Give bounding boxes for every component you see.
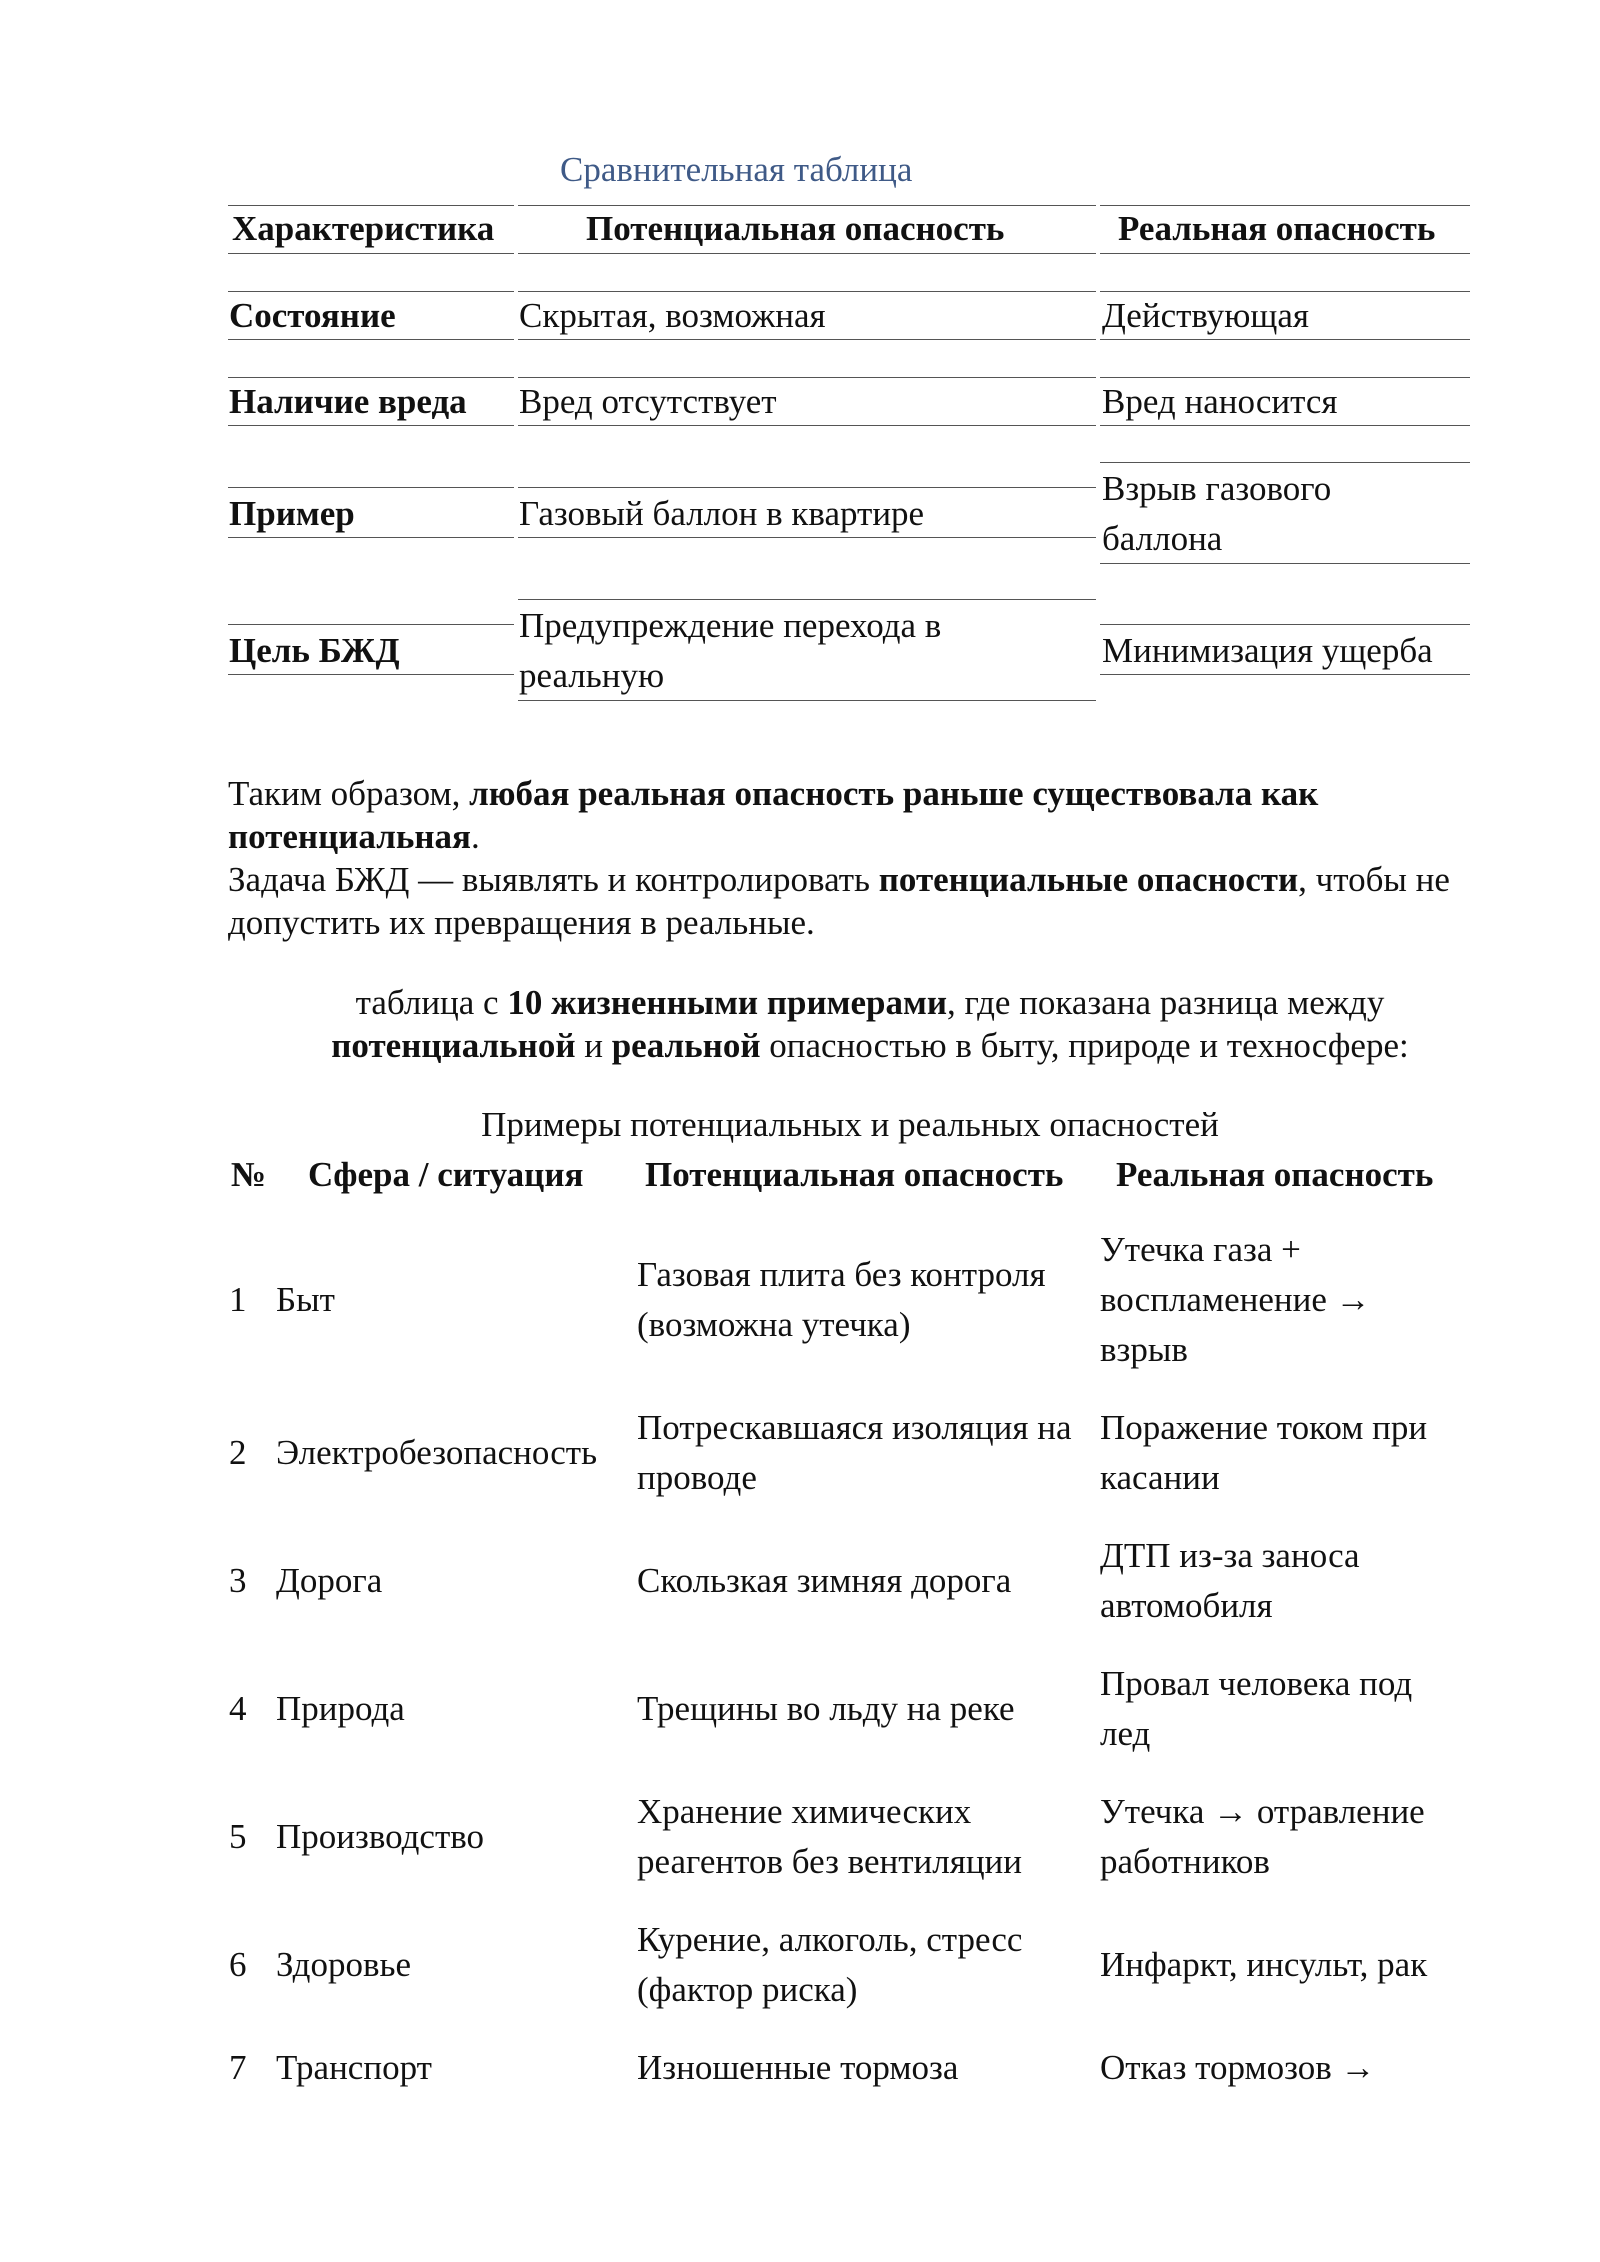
header-sphere: Сфера / ситуация bbox=[308, 1155, 584, 1194]
bold-run: 10 жизненными примерами bbox=[507, 983, 947, 1022]
text-run: и bbox=[575, 1026, 612, 1065]
text-run: таблица с bbox=[355, 983, 508, 1022]
rule bbox=[1100, 253, 1470, 254]
intro-paragraph bbox=[220, 981, 1520, 1067]
row-number: 7 bbox=[229, 2048, 247, 2087]
rule bbox=[228, 624, 514, 625]
row-real: Действующая bbox=[1102, 296, 1309, 335]
row-number: 5 bbox=[229, 1817, 247, 1856]
rule bbox=[518, 253, 1096, 254]
rule bbox=[1100, 425, 1470, 426]
header-characteristic: Характеристика bbox=[232, 209, 495, 248]
header-potential: Потенциальная опасность bbox=[645, 1155, 1064, 1194]
examples-caption: Примеры потенциальных и реальных опасностей bbox=[481, 1105, 1219, 1144]
row-potential: Потрескавшаяся изоляция на проводе bbox=[637, 1408, 1072, 1497]
row-label: Наличие вреда bbox=[229, 382, 467, 421]
bold-run: потенциальные опасности bbox=[878, 860, 1299, 899]
rule bbox=[228, 253, 514, 254]
rule bbox=[228, 487, 514, 488]
row-potential: Газовый баллон в квартире bbox=[519, 494, 925, 533]
row-label: Пример bbox=[229, 494, 355, 533]
header-real: Реальная опасность bbox=[1116, 1155, 1434, 1194]
rule bbox=[1100, 563, 1470, 564]
row-number: 1 bbox=[229, 1280, 247, 1319]
rule bbox=[1100, 624, 1470, 625]
rule bbox=[228, 425, 514, 426]
row-sphere: Быт bbox=[276, 1280, 335, 1319]
row-real: Инфаркт, инсульт, рак bbox=[1100, 1945, 1428, 1984]
row-potential: Предупреждение перехода в реальную bbox=[519, 606, 942, 695]
text-run: . bbox=[470, 817, 480, 856]
row-number: 2 bbox=[229, 1433, 247, 1472]
row-number: 3 bbox=[229, 1561, 247, 1600]
row-real: Взрыв газового баллона bbox=[1102, 469, 1332, 558]
row-potential: Газовая плита без контроля (возможна утечка) bbox=[637, 1255, 1046, 1344]
conclusion-paragraph bbox=[228, 772, 1488, 944]
row-number: 4 bbox=[229, 1689, 247, 1728]
text-run: Задача БЖД — выявлять и контролировать bbox=[228, 860, 879, 899]
row-real: Вред наносится bbox=[1102, 382, 1338, 421]
row-real: Минимизация ущерба bbox=[1102, 631, 1433, 670]
text-run: Таким образом, bbox=[228, 774, 470, 813]
rule bbox=[228, 537, 514, 538]
rule bbox=[228, 674, 514, 675]
rule bbox=[1100, 339, 1470, 340]
header-potential: Потенциальная опасность bbox=[586, 209, 1005, 248]
row-sphere: Транспорт bbox=[276, 2048, 432, 2087]
row-sphere: Производство bbox=[276, 1817, 485, 1856]
header-number: № bbox=[231, 1155, 267, 1194]
row-real: Отказ тормозов → bbox=[1100, 2048, 1376, 2087]
bold-run: любая реальная опасность раньше существовала как потенциальная bbox=[228, 774, 1319, 856]
row-sphere: Природа bbox=[276, 1689, 405, 1728]
rule bbox=[1100, 674, 1470, 675]
comparison-caption: Сравнительная таблица bbox=[560, 150, 913, 189]
row-label: Цель БЖД bbox=[229, 631, 400, 670]
header-real: Реальная опасность bbox=[1118, 209, 1436, 248]
row-sphere: Здоровье bbox=[276, 1945, 411, 1984]
rule bbox=[518, 537, 1096, 538]
row-potential: Скользкая зимняя дорога bbox=[637, 1561, 1012, 1600]
row-real: Провал человека под лед bbox=[1100, 1664, 1413, 1753]
row-potential: Хранение химических реагентов без вентиляции bbox=[637, 1792, 1023, 1881]
rule bbox=[518, 339, 1096, 340]
row-number: 6 bbox=[229, 1945, 247, 1984]
row-real: Поражение током при касании bbox=[1100, 1408, 1428, 1497]
rule bbox=[518, 599, 1096, 600]
bold-run: потенциальной bbox=[331, 1026, 576, 1065]
row-potential: Скрытая, возможная bbox=[519, 296, 826, 335]
row-real: Утечка → отравление работников bbox=[1100, 1792, 1425, 1881]
row-potential: Трещины во льду на реке bbox=[637, 1689, 1015, 1728]
rule bbox=[518, 700, 1096, 701]
text-run: , чтобы не допустить их превращения в реальные. bbox=[228, 860, 1450, 942]
row-potential: Курение, алкоголь, стресс (фактор риска) bbox=[637, 1920, 1023, 2009]
row-sphere: Дорога bbox=[276, 1561, 383, 1600]
rule bbox=[1100, 462, 1470, 463]
text-run: , где показана разница между bbox=[946, 983, 1385, 1022]
rule bbox=[518, 487, 1096, 488]
row-potential: Вред отсутствует bbox=[519, 382, 777, 421]
bold-run: реальной bbox=[611, 1026, 761, 1065]
rule bbox=[228, 339, 514, 340]
rule bbox=[518, 425, 1096, 426]
row-real: ДТП из-за заноса автомобиля bbox=[1100, 1536, 1360, 1625]
row-sphere: Электробезопасность bbox=[276, 1433, 598, 1472]
row-potential: Изношенные тормоза bbox=[637, 2048, 959, 2087]
row-real: Утечка газа + воспламенение → взрыв bbox=[1100, 1230, 1371, 1369]
text-run: опасностью в быту, природе и техносфере: bbox=[760, 1026, 1409, 1065]
row-label: Состояние bbox=[229, 296, 396, 335]
